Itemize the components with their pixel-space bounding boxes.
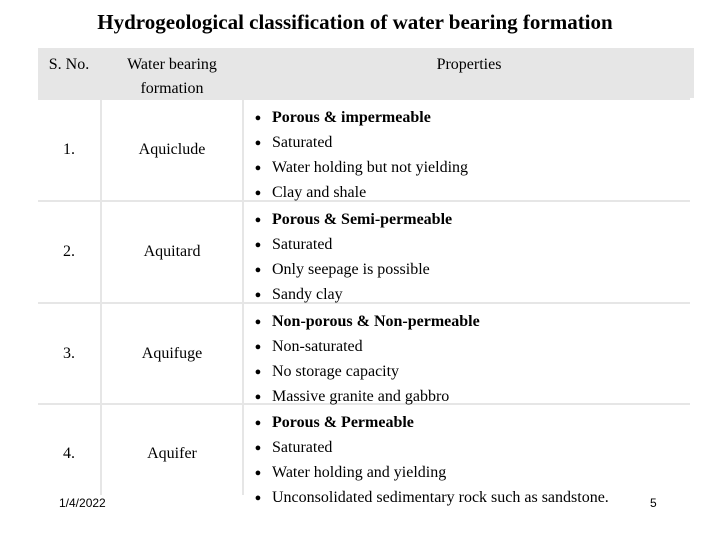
bullet-icon: ● bbox=[254, 137, 262, 150]
property-item bbox=[244, 310, 694, 335]
bullet-icon: ● bbox=[254, 162, 262, 175]
property-item bbox=[244, 208, 694, 233]
bullet-icon: ● bbox=[254, 264, 262, 277]
property-text: Porous & Semi-permeable bbox=[272, 211, 453, 229]
property-item bbox=[244, 258, 694, 283]
bullet-icon: ● bbox=[254, 492, 262, 505]
property-text: Water holding and yielding bbox=[272, 464, 447, 482]
property-text: Saturated bbox=[272, 439, 333, 457]
row-3-sno: 3. bbox=[38, 304, 100, 403]
row-4-formation: Aquifer bbox=[102, 405, 242, 503]
property-text: Saturated bbox=[272, 134, 333, 152]
property-text: Clay and shale bbox=[272, 184, 367, 202]
property-text: Saturated bbox=[272, 236, 333, 254]
property-item bbox=[244, 233, 694, 258]
property-text: Sandy clay bbox=[272, 286, 343, 304]
property-item bbox=[244, 461, 694, 486]
row-1-formation: Aquiclude bbox=[102, 100, 242, 200]
property-text: Only seepage is possible bbox=[272, 261, 430, 279]
bullet-icon: ● bbox=[254, 366, 262, 379]
row-3-formation: Aquifuge bbox=[102, 304, 242, 403]
property-text: Non-saturated bbox=[272, 338, 363, 356]
header-sno: S. No. bbox=[38, 48, 100, 98]
property-item bbox=[244, 360, 694, 385]
property-text: Non-porous & Non-permeable bbox=[272, 313, 480, 331]
property-item bbox=[244, 131, 694, 156]
row-2-properties bbox=[244, 202, 694, 302]
property-item bbox=[244, 436, 694, 461]
page-number: 5 bbox=[650, 496, 657, 510]
bullet-icon: ● bbox=[254, 316, 262, 329]
bullet-icon: ● bbox=[254, 467, 262, 480]
row-1-sno: 1. bbox=[38, 100, 100, 200]
property-text: Porous & impermeable bbox=[272, 109, 431, 127]
property-text: Unconsolidated sedimentary rock such as sandstone. bbox=[272, 489, 609, 507]
bullet-icon: ● bbox=[254, 391, 262, 404]
row-4-properties bbox=[244, 405, 694, 507]
property-text: No storage capacity bbox=[272, 363, 400, 381]
property-text: Porous & Permeable bbox=[272, 414, 414, 432]
bullet-icon: ● bbox=[254, 239, 262, 252]
bullet-icon: ● bbox=[254, 442, 262, 455]
property-item bbox=[244, 411, 694, 436]
property-item bbox=[244, 335, 694, 360]
property-text: Massive granite and gabbro bbox=[272, 388, 450, 406]
header-properties: Properties bbox=[244, 48, 694, 98]
bullet-icon: ● bbox=[254, 214, 262, 227]
row-2-sno: 2. bbox=[38, 202, 100, 302]
row-3-properties bbox=[244, 304, 694, 406]
property-item bbox=[244, 106, 694, 131]
row-1-properties bbox=[244, 100, 694, 200]
bullet-icon: ● bbox=[254, 187, 262, 200]
footer-date: 1/4/2022 bbox=[59, 496, 106, 510]
header-formation: Water bearing formation bbox=[102, 48, 242, 98]
bullet-icon: ● bbox=[254, 417, 262, 430]
bullet-icon: ● bbox=[254, 112, 262, 125]
property-item bbox=[244, 486, 694, 511]
property-item bbox=[244, 156, 694, 181]
row-4-sno: 4. bbox=[38, 405, 100, 503]
row-2-formation: Aquitard bbox=[102, 202, 242, 302]
bullet-icon: ● bbox=[254, 341, 262, 354]
property-text: Water holding but not yielding bbox=[272, 159, 469, 177]
bullet-icon: ● bbox=[254, 289, 262, 302]
slide-title: Hydrogeological classification of water bearing formation bbox=[97, 10, 613, 34]
